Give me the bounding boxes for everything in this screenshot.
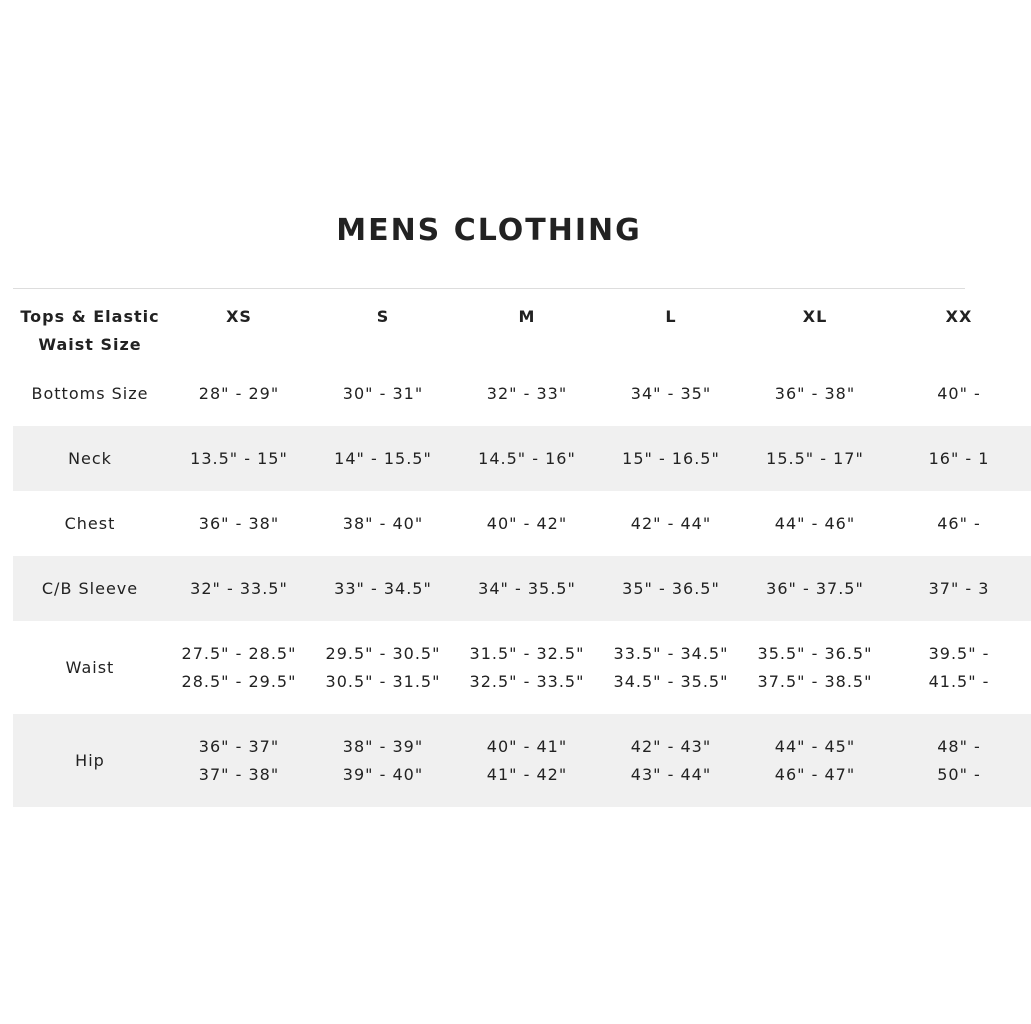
size-cell: [167, 426, 311, 491]
measurement-value: 15" - 16.5": [622, 448, 720, 468]
size-cell: [599, 361, 743, 426]
size-cell: [599, 714, 743, 807]
measurement-value: 29.5" - 30.5": [325, 643, 441, 663]
page-title: MENS CLOTHING: [336, 213, 642, 248]
size-cell: [743, 491, 887, 556]
size-header-xs: XS: [226, 307, 252, 326]
measurement-value: 15.5" - 17": [766, 448, 864, 468]
measurement-value: 37" - 38": [198, 764, 280, 784]
header-label-line: Waist Size: [38, 335, 142, 354]
size-cell: [743, 714, 887, 807]
measurement-value: 14" - 15.5": [334, 448, 432, 468]
size-cell: [311, 361, 455, 426]
measurement-value: 36" - 38": [198, 513, 280, 533]
measurement-value: 39" - 40": [342, 764, 424, 784]
measurement-value: 50" -: [937, 764, 981, 784]
size-cell: [599, 491, 743, 556]
measurement-value: 43" - 44": [630, 764, 712, 784]
measurement-value: 42" - 44": [630, 513, 712, 533]
size-cell: [743, 556, 887, 621]
table-row: [13, 621, 1031, 714]
measurement-value: 32.5" - 33.5": [469, 671, 585, 691]
measurement-value: 40" -: [937, 383, 981, 403]
size-header-xl: XL: [802, 307, 828, 326]
measurement-value: 34" - 35.5": [478, 578, 576, 598]
table-row: [13, 426, 1031, 491]
measurement-value: 40" - 41": [486, 736, 568, 756]
measurement-value: 28.5" - 29.5": [181, 671, 297, 691]
size-cell: [311, 621, 455, 714]
measurement-value: 31.5" - 32.5": [469, 643, 585, 663]
size-chart-body: [13, 361, 1031, 807]
measurement-value: 46" -: [937, 513, 981, 533]
size-cell: [167, 491, 311, 556]
size-cell: [311, 491, 455, 556]
measurement-value: 38" - 39": [342, 736, 424, 756]
measurement-value: 33" - 34.5": [334, 578, 432, 598]
measurement-value: 46" - 47": [774, 764, 856, 784]
size-cell: [743, 426, 887, 491]
row-label: Waist: [65, 657, 115, 677]
size-cell: [455, 491, 599, 556]
row-label: Neck: [13, 426, 167, 491]
size-cell: [599, 621, 743, 714]
size-cell: [887, 426, 1031, 491]
measurement-value: 30" - 31": [342, 383, 424, 403]
size-header-l: L: [665, 307, 677, 326]
measurement-value: 42" - 43": [630, 736, 712, 756]
measurement-value: 41" - 42": [486, 764, 568, 784]
measurement-value: 28" - 29": [198, 383, 280, 403]
size-cell: [455, 621, 599, 714]
size-header-s: S: [376, 307, 390, 326]
row-label: C/B Sleeve: [13, 556, 167, 621]
size-chart-table: [13, 289, 1031, 807]
size-cell: [743, 621, 887, 714]
size-cell: [167, 556, 311, 621]
measurement-value: 48" -: [937, 736, 981, 756]
measurement-value: 13.5" - 15": [190, 448, 288, 468]
size-header-xx: XX: [945, 307, 973, 326]
size-cell: [167, 714, 311, 807]
measurement-value: 34" - 35": [630, 383, 712, 403]
size-cell: [455, 556, 599, 621]
measurement-value: 14.5" - 16": [478, 448, 576, 468]
measurement-value: 35.5" - 36.5": [757, 643, 873, 663]
row-label: Chest: [64, 513, 116, 533]
measurement-value: 44" - 45": [774, 736, 856, 756]
size-cell: [455, 361, 599, 426]
measurement-value: 37" - 3: [928, 578, 990, 598]
size-cell: [743, 361, 887, 426]
size-cell: [167, 361, 311, 426]
measurement-value: 32" - 33.5": [190, 578, 288, 598]
measurement-value: 27.5" - 28.5": [181, 643, 297, 663]
size-cell: [311, 556, 455, 621]
measurement-value: 16" - 1: [928, 448, 990, 468]
size-cell: [887, 556, 1031, 621]
size-cell: [167, 621, 311, 714]
header-label-line: Tops & Elastic: [20, 307, 160, 326]
measurement-value: 44" - 46": [774, 513, 856, 533]
measurement-value: 34.5" - 35.5": [613, 671, 729, 691]
size-cell: [599, 556, 743, 621]
measurement-value: 30.5" - 31.5": [325, 671, 441, 691]
size-cell: [455, 426, 599, 491]
size-cell: [455, 714, 599, 807]
measurement-value: 39.5" -: [928, 643, 990, 663]
measurement-value: 37.5" - 38.5": [757, 671, 873, 691]
size-cell: [887, 361, 1031, 426]
measurement-value: 41.5" -: [928, 671, 990, 691]
header-label: [13, 289, 167, 361]
row-label: Hip: [13, 714, 167, 807]
measurement-value: 40" - 42": [486, 513, 568, 533]
size-chart: [13, 288, 990, 829]
size-cell: [311, 426, 455, 491]
measurement-value: 32" - 33": [486, 383, 568, 403]
measurement-value: 36" - 37": [198, 736, 280, 756]
size-cell: [599, 426, 743, 491]
size-header-m: M: [518, 307, 536, 326]
table-row: [13, 361, 1031, 426]
header-row: [13, 289, 1031, 361]
table-row: [13, 556, 1031, 621]
table-row: [13, 714, 1031, 807]
measurement-value: 36" - 38": [774, 383, 856, 403]
size-cell: [887, 491, 1031, 556]
measurement-value: 38" - 40": [342, 513, 424, 533]
measurement-value: 33.5" - 34.5": [613, 643, 729, 663]
row-label: Bottoms Size: [31, 383, 149, 403]
size-cell: [887, 621, 1031, 714]
size-cell: [311, 714, 455, 807]
measurement-value: 36" - 37.5": [766, 578, 864, 598]
size-cell: [887, 714, 1031, 807]
measurement-value: 35" - 36.5": [622, 578, 720, 598]
table-row: [13, 491, 1031, 556]
